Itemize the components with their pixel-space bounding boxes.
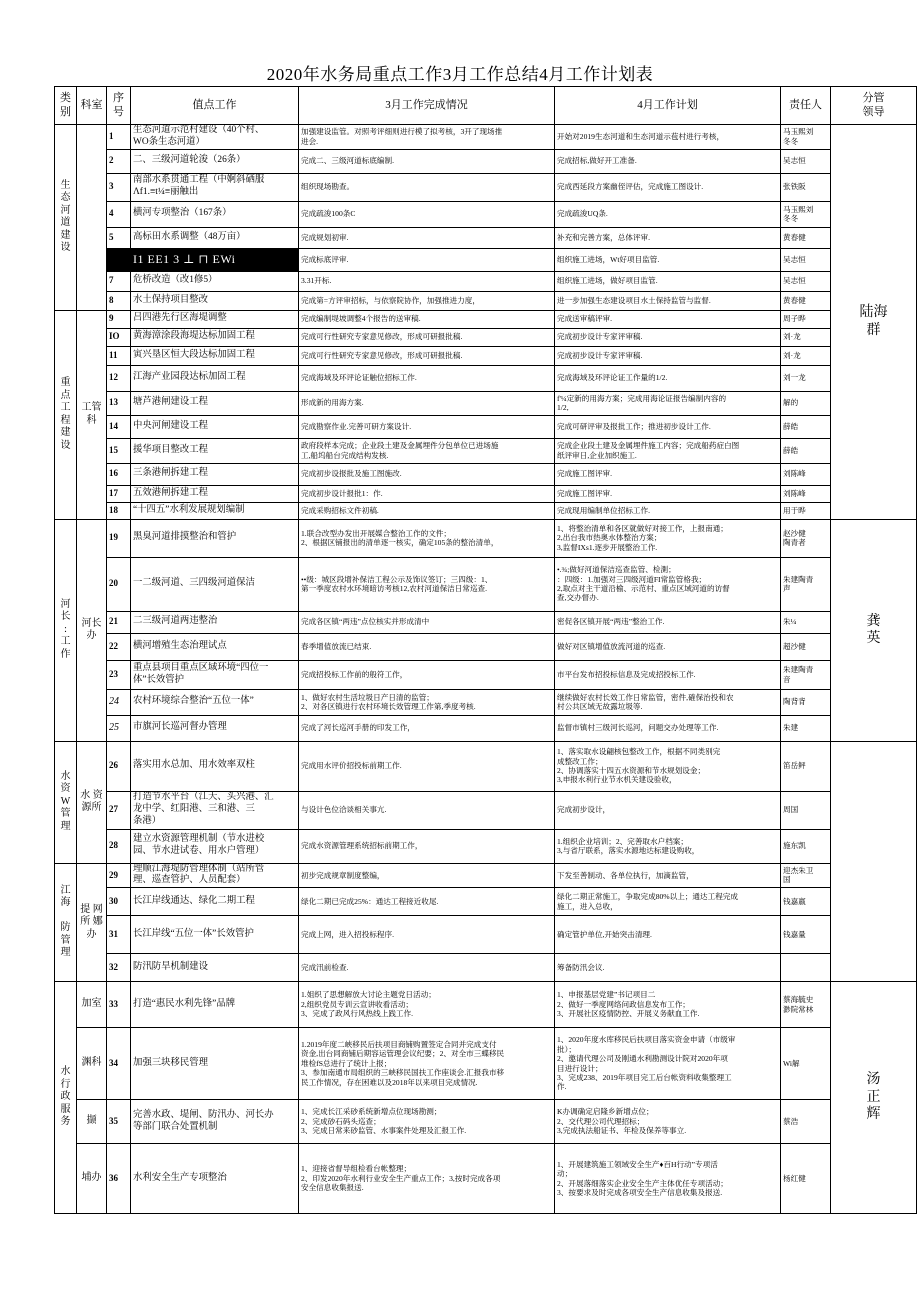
april-plan-cell: 完成施工图评审. [555, 463, 781, 485]
april-plan-cell: •.¾;做好河道保洁巡查监管、检測； ：四级：1.加强对三四级河道FI常监管格我； 2,取点对主干道沿榆、示范村、重点区域河道的访督 查,交办督办. [555, 557, 781, 611]
march-done-cell: 与设计色位洽谈相关事亢. [299, 791, 555, 829]
key-work-cell: 打造节水平台（江天、头兴港、汇 龙中学、红阳港、三和港、三 条港） [131, 791, 299, 829]
leader-cell: 龚 英 [831, 519, 917, 741]
april-plan-cell: 1、开展建筑施工领域安全生产♦百H行动”专项活 动； 2、开展落细落实企业安全生产主体优任专项活动； 3、按要求及时完成各项安全生产信息收集及报送. [555, 1144, 781, 1214]
responsible-cell: 朱建陶青 音 [781, 660, 831, 689]
key-work-cell: 农村环境综合整治“五位一体” [131, 689, 299, 715]
category-cell: 江 海 防 管 理 [55, 863, 77, 982]
serial-cell: 1 [107, 125, 131, 150]
serial-cell: 16 [107, 463, 131, 485]
march-done-cell: 完成各区镇“两违”点位核实并形成清中 [299, 611, 555, 633]
key-work-cell: 黄海漳涂段海堤达标加固工程 [131, 328, 299, 346]
april-plan-cell: 筹备防汛会议. [555, 954, 781, 982]
april-plan-cell: 完成施工图评审. [555, 485, 781, 502]
leader-cell: 陆海 群 [831, 125, 917, 520]
april-plan-cell: 1、将整治清单和各区就做好对接工作，上报南通； 2,出台我市热奥水体整治方案； 3,监督IXs1.逐步开展整治工作. [555, 519, 781, 557]
responsible-cell: 笛岳鲆 [781, 741, 831, 791]
table-row [55, 463, 917, 485]
department-cell: 水 资 源所 [77, 741, 107, 863]
april-plan-cell: 1、落实取水设翩核包整改工作，根据不同类别完 成整改工作； 2、协调落实十四五水资源和节水规划设金； 3,申报水利行业节水机关建设验收， [555, 741, 781, 791]
april-plan-cell: 组织施工进场，做好项目监管. [555, 271, 781, 291]
header-category: 类 别 [55, 87, 77, 125]
march-done-cell: 形成新的用海方案. [299, 391, 555, 415]
header-row [55, 87, 917, 125]
table-row [55, 149, 917, 173]
table-row [55, 173, 917, 201]
serial-cell: 22 [107, 633, 131, 660]
header-april-plan: 4月工作计划 [555, 87, 781, 125]
table-row [55, 611, 917, 633]
key-work-cell: 中央河闸建设工程 [131, 415, 299, 438]
table-row [55, 227, 917, 248]
table-body [55, 125, 917, 1214]
serial-cell: 20 [107, 557, 131, 611]
category-cell: 河 长 : 工 作 [55, 519, 77, 741]
responsible-cell: 刘一龙 [781, 365, 831, 391]
key-work-cell: 横河增殖生态治理试点 [131, 633, 299, 660]
march-done-cell: 完成第=方评审招标，与依察院协作，加强推进力度， [299, 291, 555, 310]
key-work-cell: 二、三级河道轮浚（26条） [131, 149, 299, 173]
serial-cell: 31 [107, 916, 131, 954]
department-cell: 工管 科 [77, 310, 107, 519]
table-row [55, 485, 917, 502]
category-cell: 生 态 河 道 建 设 [55, 125, 77, 311]
responsible-cell: 杨红健 [781, 1144, 831, 1214]
table-row [55, 346, 917, 365]
april-plan-cell: 1.组织企业培训；2、完善取水户档案； 3,与省厅联系，落实水源地达标建设购收， [555, 829, 781, 863]
april-plan-cell: 完成现用编制单位招标工作. [555, 502, 781, 519]
table-row [55, 201, 917, 227]
key-work-cell: 江海产业园段达标加固工程 [131, 365, 299, 391]
key-work-cell: 落实用水总加、用水效率双柱 [131, 741, 299, 791]
table-row [55, 415, 917, 438]
april-plan-cell: 进一步加强生态建设项目水土保持监管与监督. [555, 291, 781, 310]
serial-cell: 28 [107, 829, 131, 863]
serial-cell [107, 248, 131, 271]
key-work-cell: 二三级河道两违整治 [131, 611, 299, 633]
key-work-cell: 三条港闸拆建工程 [131, 463, 299, 485]
responsible-cell: Wi解 [781, 1028, 831, 1100]
responsible-cell: 吴志恒 [781, 248, 831, 271]
table-row [55, 291, 917, 310]
serial-cell: 4 [107, 201, 131, 227]
march-done-cell: 1、完成长江采砂系统新增点位现场勘测； 2、完成砂石码头巡查； 3、完成日常来砂监管、水事案件处理及汇报工作. [299, 1100, 555, 1144]
serial-cell: 12 [107, 365, 131, 391]
march-done-cell: 完成疏浚100条C [299, 201, 555, 227]
responsible-cell: 刘陈峰 [781, 485, 831, 502]
serial-cell: 24 [107, 689, 131, 715]
responsible-cell: 迎杰朱卫 国 [781, 863, 831, 888]
department-cell: 加室 [77, 982, 107, 1028]
key-work-cell: 建立水资源管理机制（节水进校 园、节水进试卷、用水户管理） [131, 829, 299, 863]
march-done-cell: 1、做好农村生活垃圾日产日清的监管； 2、对各区镇进行农村环境长效管理工作第,季度考核. [299, 689, 555, 715]
serial-cell: 32 [107, 954, 131, 982]
table-row [55, 310, 917, 328]
responsible-cell: 马玉熙刘 冬冬 [781, 125, 831, 150]
april-plan-cell: 补充和完善方案，总体评审. [555, 227, 781, 248]
table-row [55, 888, 917, 916]
header-serial: 序号 [107, 87, 131, 125]
department-cell: 渊科 [77, 1028, 107, 1100]
march-done-cell: 完成水资源管理系统招标前期工作， [299, 829, 555, 863]
table-row [55, 1100, 917, 1144]
april-plan-cell: 完成西延段方案幽侄评估，完成施工图设计. [555, 173, 781, 201]
key-work-cell: 市旗河长巡河督办管理 [131, 715, 299, 741]
table-row [55, 391, 917, 415]
responsible-cell: 吴志恒 [781, 149, 831, 173]
april-plan-cell: 组织施工进场，Wt好项目监管. [555, 248, 781, 271]
responsible-cell: 刘·龙 [781, 328, 831, 346]
april-plan-cell: K办调确定启隆乡新增点位； 2、交代理公司代理招标； 3,完成执法船证书、年检及保养等事立. [555, 1100, 781, 1144]
table-row [55, 982, 917, 1028]
department-cell: 撷 [77, 1100, 107, 1144]
header-march-done: 3月工作完成情况 [299, 87, 555, 125]
key-work-cell: 打造“惠民水利先锋”品牌 [131, 982, 299, 1028]
april-plan-cell: 做好对区镇增值放流河道的巡查. [555, 633, 781, 660]
responsible-cell: 刘·龙 [781, 346, 831, 365]
department-cell: 河长 办 [77, 519, 107, 741]
table-row [55, 438, 917, 463]
leader-cell [831, 741, 917, 982]
responsible-cell: 张铁阪 [781, 173, 831, 201]
serial-cell: IO [107, 328, 131, 346]
table-row [55, 689, 917, 715]
key-work-cell: “十四五”水利发展规划编制 [131, 502, 299, 519]
march-done-cell: 绿化二期已完成25%：通达工程接近收尾. [299, 888, 555, 916]
responsible-cell: 蔡浩 [781, 1100, 831, 1144]
serial-cell: 21 [107, 611, 131, 633]
march-done-cell: 完成采购招标文件初稿. [299, 502, 555, 519]
march-done-cell: 加强建设监管。对照考评细则进行模了拟考核，3开了现场推 进会. [299, 125, 555, 150]
responsible-cell: 吴志恒 [781, 271, 831, 291]
responsible-cell: 朱建陶青 声 [781, 557, 831, 611]
responsible-cell: 赵沙健 陶青者 [781, 519, 831, 557]
april-plan-cell: 完成企业段土建及金属埋件施工内容；完成船药症白图 纸评审日,企业加织施工. [555, 438, 781, 463]
april-plan-cell: 1、2020年度水库移民后扶项目落实资金申请（市级审 批）； 2、邀请代理公司及刚通水利勘测设计院对2020年项 目进行设计； 3、完成238、2019年项目完工后台帐资料收集整理工 作. [555, 1028, 781, 1100]
key-work-cell: 危桥改造（改1修5） [131, 271, 299, 291]
category-cell: 重 点 工 程 建 设 [55, 310, 77, 519]
key-work-cell: 重点县项目重点区域环境“四位一 体”长效管护 [131, 660, 299, 689]
table-row [55, 271, 917, 291]
responsible-cell: 刘陈峰 [781, 463, 831, 485]
serial-cell: 33 [107, 982, 131, 1028]
header-key-work: 值点工作 [131, 87, 299, 125]
department-cell: 埔办 [77, 1144, 107, 1214]
header-department: 科室 [77, 87, 107, 125]
march-done-cell: 春季增值放流已结束. [299, 633, 555, 660]
key-work-cell: 南部水系贯通工程（中婀斜硒服 Λf1.≡t¼≡丽触出 [131, 173, 299, 201]
march-done-cell: 完成规划初审. [299, 227, 555, 248]
serial-cell: 9 [107, 310, 131, 328]
table-row [55, 519, 917, 557]
table-row [55, 1144, 917, 1214]
key-work-cell: 长江岸线“五位一体”长效管护 [131, 916, 299, 954]
march-done-cell: 完成汛前检查. [299, 954, 555, 982]
responsible-cell: 薛皓 [781, 438, 831, 463]
serial-cell: 27 [107, 791, 131, 829]
responsible-cell: 马玉熙刘 冬冬 [781, 201, 831, 227]
march-done-cell: 3.31开标. [299, 271, 555, 291]
march-done-cell: 完成标底评审. [299, 248, 555, 271]
table-row [55, 328, 917, 346]
key-work-cell: 黑臭河道排摸整治和管护 [131, 519, 299, 557]
header-responsible: 责任人 [781, 87, 831, 125]
april-plan-cell: 完成初步设计， [555, 791, 781, 829]
table-row [55, 916, 917, 954]
header-leader: 分管 领导 [831, 87, 917, 125]
march-done-cell: 完成上网，进入招投标程序. [299, 916, 555, 954]
march-done-cell: 初步完成规章制度整编， [299, 863, 555, 888]
responsible-cell: 蔡海毓史 渺院常林 [781, 982, 831, 1028]
key-work-cell: 水土保持项目整改 [131, 291, 299, 310]
april-plan-cell: 完成初步设计专家评审稿. [555, 346, 781, 365]
serial-cell: 2 [107, 149, 131, 173]
serial-cell: 8 [107, 291, 131, 310]
serial-cell: 30 [107, 888, 131, 916]
serial-cell: 18 [107, 502, 131, 519]
table-row [55, 791, 917, 829]
table-row [55, 715, 917, 741]
department-cell [77, 125, 107, 311]
table-row [55, 863, 917, 888]
april-plan-cell: f'¼定新的用海方案；完成用海论证报告编制内容的 1/2, [555, 391, 781, 415]
key-work-cell: 生态河道示范村建设（40个村、 WO条生态河道） [131, 125, 299, 150]
april-plan-cell: 完成初步设计专家评审稿. [555, 328, 781, 346]
serial-cell: 36 [107, 1144, 131, 1214]
april-plan-cell: 确定管护单位,开始突击清理. [555, 916, 781, 954]
key-work-cell: 塘芦港闸建设工程 [131, 391, 299, 415]
responsible-cell: 黄春健 [781, 291, 831, 310]
april-plan-cell: 完成送审稿评审. [555, 310, 781, 328]
responsible-cell: 钱嘉量 [781, 916, 831, 954]
leader-cell: 汤 正 辉 [831, 982, 917, 1214]
key-work-cell: 寅兴垦区恒大段达标加固工程 [131, 346, 299, 365]
march-done-cell: 完成初步设计报批1：作. [299, 485, 555, 502]
responsible-cell: 超沙健 [781, 633, 831, 660]
key-work-cell: 五效港闸拆建工程 [131, 485, 299, 502]
table-row [55, 829, 917, 863]
march-done-cell: 完成海域及环评论证触位招标工作. [299, 365, 555, 391]
responsible-cell: 周国 [781, 791, 831, 829]
key-work-cell: 完善水政、堤闸、防汛办、河长办 等部门联合处置机制 [131, 1100, 299, 1144]
responsible-cell: 朱建 [781, 715, 831, 741]
serial-cell: 17 [107, 485, 131, 502]
march-done-cell: 完成了河长巡河手册的印发工作， [299, 715, 555, 741]
serial-cell: 19 [107, 519, 131, 557]
march-done-cell: 完成招投标工作前的般符工作， [299, 660, 555, 689]
serial-cell: 7 [107, 271, 131, 291]
march-done-cell: 1.姐织了思想解放大讨论主题党日活动； 2,组织党员专训云宣讲收看活动； 3、完成了政风行风热线上践工作. [299, 982, 555, 1028]
key-work-cell: 吕四港先行区海堤调整 [131, 310, 299, 328]
serial-cell: 3 [107, 173, 131, 201]
march-done-cell: 完成二、三级河道标底编制. [299, 149, 555, 173]
key-work-cell: 高标田水系调整（48万亩） [131, 227, 299, 248]
table-row [55, 502, 917, 519]
responsible-cell: 解的 [781, 391, 831, 415]
march-done-cell: 完成初步设报批及施工图施改. [299, 463, 555, 485]
april-plan-cell: 监督市镇村三级河长巡河，问题交办处理等工作. [555, 715, 781, 741]
march-done-cell: ••级：城区段增补保洁工程公示及饰议签订；三四级：1、 第一季度农村水环境暗访考核12,农村河道保洁日常巡查. [299, 557, 555, 611]
march-done-cell: 完成可行性研究专家意见修改，形成可研报批稿. [299, 346, 555, 365]
table-header [55, 87, 917, 125]
responsible-cell: 施东凯 [781, 829, 831, 863]
table-row [55, 633, 917, 660]
april-plan-cell: 1、申报基层党建”书记项目二 2、做好一季度网络问政信息发布工作； 3、开展社区疫情防控、开展义务献血工作. [555, 982, 781, 1028]
key-work-cell: 加强三块移民管理 [131, 1028, 299, 1100]
april-plan-cell: 完成疏浚UQ条. [555, 201, 781, 227]
april-plan-cell: 继续做好农村长效工作日常监管，密件,確保治投和农 村公共区域无故露垃圾等. [555, 689, 781, 715]
key-work-cell: I1 EE1 3 ⊥ ⊓ EWi [131, 248, 299, 271]
table-row [55, 557, 917, 611]
table-row [55, 660, 917, 689]
march-done-cell: 1.联合改型办发出开展媒合整治工作的文件； 2、根据区铺报出的清单逐一核实，确定105条的整治清单， [299, 519, 555, 557]
table-row [55, 125, 917, 150]
serial-cell: 15 [107, 438, 131, 463]
key-work-cell: 一二级河道、三四级河道保洁 [131, 557, 299, 611]
table-row [55, 954, 917, 982]
document-title: 2020年水务局重点工作3月工作总结4月工作计划表 [266, 65, 654, 84]
category-cell: 水 行 政 服 务 [55, 982, 77, 1214]
serial-cell: 29 [107, 863, 131, 888]
april-plan-cell: 密促各区镇开展“两违”整治工作. [555, 611, 781, 633]
table-row [55, 248, 917, 271]
key-work-cell: 援华项目整改工程 [131, 438, 299, 463]
serial-cell: 23 [107, 660, 131, 689]
table-row [55, 741, 917, 791]
serial-cell: 11 [107, 346, 131, 365]
march-done-cell: 完成勘察作业.完善可研方案设计. [299, 415, 555, 438]
work-plan-table [54, 86, 917, 1214]
april-plan-cell: 下发至善制动、各单位执行，加滴监管， [555, 863, 781, 888]
march-done-cell: 组织现场勘查。 [299, 173, 555, 201]
key-work-cell: 长江岸线通达、绿化二期工程 [131, 888, 299, 916]
responsible-cell: 薛皓 [781, 415, 831, 438]
march-done-cell: 政府段样本完成；企业段土建及金属埋件分包单位已进场施 工,船坞船台完成结构发核. [299, 438, 555, 463]
responsible-cell: 朱¼ [781, 611, 831, 633]
april-plan-cell: 市平台发布招投标信息及完成招投标工作. [555, 660, 781, 689]
table-row [55, 1028, 917, 1100]
march-done-cell: 完成编制堤坡调整4个报告的送审稿. [299, 310, 555, 328]
serial-cell: 34 [107, 1028, 131, 1100]
serial-cell: 35 [107, 1100, 131, 1144]
april-plan-cell: 完成可研评审及报批工作；推进初步设计工作. [555, 415, 781, 438]
april-plan-cell: 开始对2019生态河道和生态河道示苞村进行考核， [555, 125, 781, 150]
responsible-cell: 周子晔 [781, 310, 831, 328]
key-work-cell: 理顺江海堤防管理体制（站所管 理、巡查管护、人员配套） [131, 863, 299, 888]
serial-cell: 13 [107, 391, 131, 415]
key-work-cell: 防汛防旱机制建设 [131, 954, 299, 982]
category-cell: 水 资 W 管 理 [55, 741, 77, 863]
march-done-cell: 1、迎接省督导组检看台帐整理； 2、印发2020年水利行业安全生产重点工作；3,按时完成各项 安全信息收集报送. [299, 1144, 555, 1214]
april-plan-cell: 完成海域及环评论证工作量的1/2. [555, 365, 781, 391]
serial-cell: 5 [107, 227, 131, 248]
responsible-cell: 用于晔 [781, 502, 831, 519]
april-plan-cell: 绿化二期正常施工，争取完成80%以上；通达工程完成 施工，进入总收， [555, 888, 781, 916]
march-done-cell: 完成可行性研究专家意见修改，形成可研报批稿. [299, 328, 555, 346]
responsible-cell: 黄春健 [781, 227, 831, 248]
responsible-cell: 陶背背 [781, 689, 831, 715]
key-work-cell: 横河专项整治（167条） [131, 201, 299, 227]
march-done-cell: 完成用水评价招投标前期工作. [299, 741, 555, 791]
april-plan-cell: 完成招标,做好开工准备. [555, 149, 781, 173]
serial-cell: 26 [107, 741, 131, 791]
key-work-cell: 水利安全生产专项整治 [131, 1144, 299, 1214]
table-row [55, 365, 917, 391]
department-cell: 提 网 所 娜 办 [77, 863, 107, 982]
responsible-cell [781, 954, 831, 982]
serial-cell: 25 [107, 715, 131, 741]
serial-cell: 14 [107, 415, 131, 438]
march-done-cell: 1.2019年度二峡移民后扶项目商铺购置签定合同并完成支付 资金,出台同商铺后期容运管理会议纪要；2、对全市三蝶移民 堆检fS总进行了统计上报； 3、参加南通市局组织的三峡移民国扶工作座谈会.汇报我市移 民工作情况，存在困难以及2018年以来项目完成情况. [299, 1028, 555, 1100]
responsible-cell: 钱嘉嬴 [781, 888, 831, 916]
